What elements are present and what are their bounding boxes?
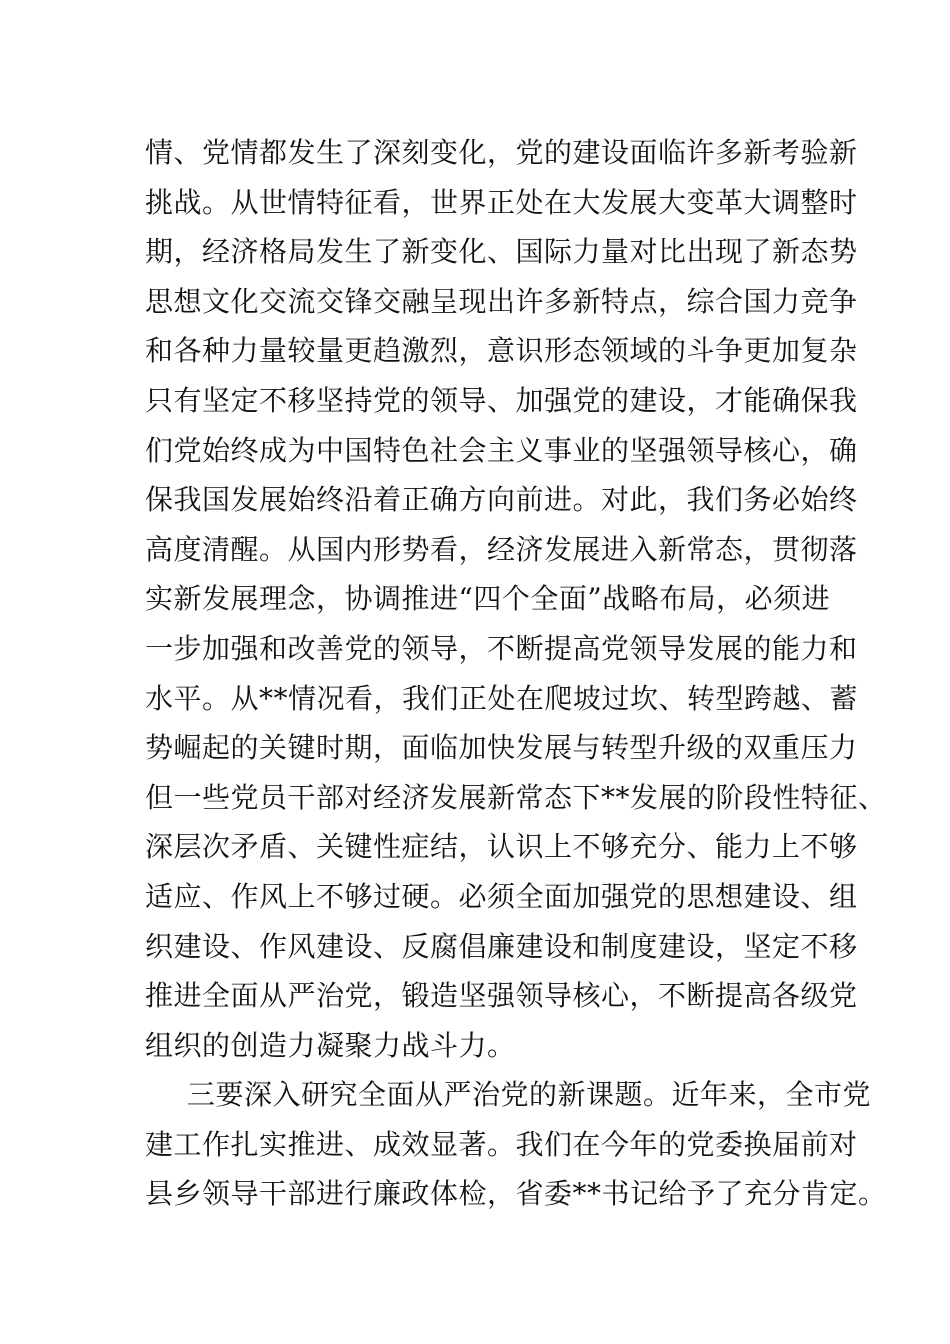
text-line: 推进全面从严治党，锻造坚强领导核心，不断提高各级党: [145, 979, 858, 1013]
text-line: 和各种力量较量更趋激烈，意识形态领域的斗争更加复杂: [145, 334, 858, 368]
text-line: 只有坚定不移坚持党的领导、加强党的建设，才能确保我: [145, 383, 858, 417]
text-line: 期，经济格局发生了新变化、国际力量对比出现了新态势: [145, 235, 858, 269]
text-line: 一步加强和改善党的领导，不断提高党领导发展的能力和: [145, 631, 858, 665]
text-line: 建工作扎实推进、成效显著。我们在今年的党委换届前对: [145, 1127, 858, 1161]
text-line: 实新发展理念，协调推进“四个全面”战略布局，必须进: [145, 582, 831, 616]
text-line: 保我国发展始终沿着正确方向前进。对此，我们务必始终: [145, 483, 858, 517]
text-line: 织建设、作风建设、反腐倡廉建设和制度建设，坚定不移: [145, 929, 858, 963]
text-line: 挑战。从世情特征看，世界正处在大发展大变革大调整时: [145, 185, 858, 219]
text-line: 但一些党员干部对经济发展新常态下**发展的阶段性特征、: [145, 780, 887, 814]
text-line: 势崛起的关键时期，面临加快发展与转型升级的双重压力: [145, 731, 858, 765]
text-line: 三要深入研究全面从严治党的新课题。近年来，全市党: [187, 1078, 872, 1112]
text-line: 思想文化交流交锋交融呈现出许多新特点，综合国力竞争: [145, 284, 858, 318]
text-line: 情、党情都发生了深刻变化，党的建设面临许多新考验新: [145, 136, 858, 169]
text-line: 高度清醒。从国内形势看，经济发展进入新常态，贯彻落: [145, 532, 858, 566]
text-line: 适应、作风上不够过硬。必须全面加强党的思想建设、组: [145, 879, 858, 913]
text-line: 深层次矛盾、关键性症结，认识上不够充分、能力上不够: [145, 830, 858, 864]
text-line: 水平。从**情况看，我们正处在爬坡过坎、转型跨越、蓄: [145, 681, 859, 715]
paragraph-2: [145, 1070, 887, 1219]
text-line: 县乡领导干部进行廉政体检，省委**书记给予了充分肯定。: [145, 1177, 887, 1211]
text-line: 组织的创造力凝聚力战斗力。: [145, 1028, 516, 1062]
text-line: 们党始终成为中国特色社会主义事业的坚强领导核心，确: [145, 433, 858, 467]
body-text: [145, 128, 887, 1219]
paragraph-1: [145, 128, 887, 1070]
